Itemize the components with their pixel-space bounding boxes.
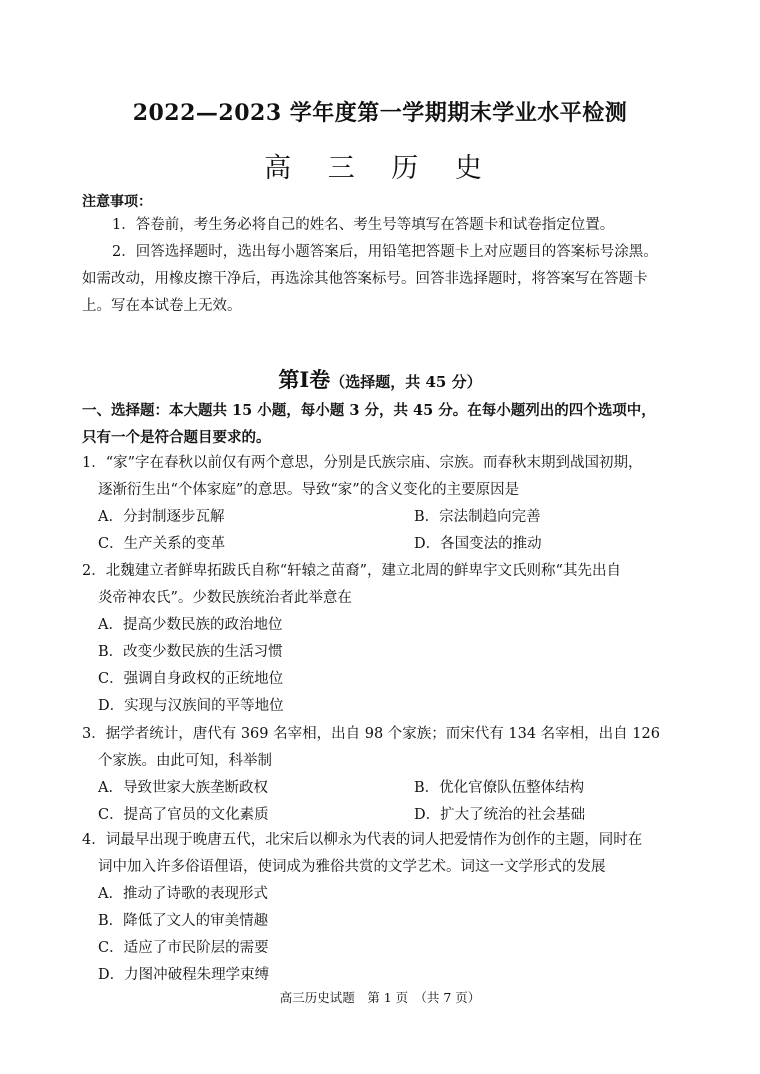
question-2-option-a: A．提高少数民族的政治地位	[98, 617, 283, 633]
section-heading-line-2: 只有一个是符合题目要求的。	[82, 429, 271, 446]
part-title: 第Ⅰ卷	[278, 367, 331, 392]
question-1-option-d: D．各国变法的推动	[414, 536, 542, 552]
section-heading	[82, 397, 682, 451]
question-4-option-d: D．力图冲破程朱理学束缚	[98, 967, 270, 983]
question-4-stem-line-2: 词中加入许多俗语俚语，使词成为雅俗共赏的文学艺术。词这一文学形式的发展	[98, 859, 606, 875]
note-item-2-line-2: 如需改动，用橡皮擦干净后，再选涂其他答案标号。回答非选择题时，将答案写在答题卡	[82, 271, 648, 287]
part-heading	[0, 364, 760, 394]
question-1-option-b: B．宗法制趋向完善	[414, 509, 541, 525]
note-item-2-line-1: 2．回答选择题时，选出每小题答案后，用铅笔把答题卡上对应题目的答案标号涂黑。	[112, 244, 658, 260]
question-3-stem-line-1: 3．据学者统计，唐代有 369 名宰相，出自 98 个家族；而宋代有 134 名宰相，出自 126	[82, 726, 660, 742]
question-3-option-b: B．优化官僚队伍整体结构	[414, 780, 585, 796]
question-4-option-b: B．降低了文人的审美情趣	[98, 913, 269, 929]
question-3-stem-line-2: 个家族。由此可知，科举制	[98, 753, 272, 769]
exam-subject: 高 三 历 史	[264, 153, 496, 184]
page-footer: 高三历史试题 第 1 页 （共 7 页）	[279, 990, 481, 1005]
question-4-stem-line-1: 4．词最早出现于晚唐五代，北宋后以柳永为代表的词人把爱情作为创作的主题，同时在	[82, 832, 643, 848]
question-1-stem-line-2: 逐渐衍生出“个体家庭”的意思。导致“家”的含义变化的主要原因是	[98, 482, 520, 498]
question-2-option-c: C．强调自身政权的正统地位	[98, 671, 284, 687]
note-item-2-line-3: 上。写在本试卷上无效。	[82, 298, 242, 314]
note-item-1: 1．答卷前，考生务必将自己的姓名、考生号等填写在答题卡和试卷指定位置。	[112, 217, 615, 233]
question-3-option-c: C．提高了官员的文化素质	[98, 807, 269, 823]
question-1-stem-line-1: 1．“家”字在春秋以前仅有两个意思，分别是氏族宗庙、宗族。而春秋末期到战国初期，	[82, 455, 643, 471]
question-2-option-d: D．实现与汉族间的平等地位	[98, 698, 284, 714]
section-heading-line-1: 一、选择题：本大题共 15 小题，每小题 3 分，共 45 分。在每小题列出的四个选项中，	[82, 402, 656, 419]
question-1-option-c: C．生产关系的变革	[98, 536, 226, 552]
question-2-stem-line-1: 2．北魏建立者鲜卑拓跋氏自称“轩辕之苗裔”，建立北周的鲜卑宇文氏则称“其先出自	[82, 563, 621, 579]
question-3-option-d: D．扩大了统治的社会基础	[414, 807, 586, 823]
question-3-option-a: A．导致世家大族垄断政权	[98, 780, 268, 796]
exam-title: 2022—2023 学年度第一学期期末学业水平检测	[132, 100, 628, 126]
question-1-option-a: A．分封制逐步瓦解	[98, 509, 225, 525]
question-2-stem-line-2: 炎帝神农氏”。少数民族统治者此举意在	[98, 590, 352, 606]
question-2-option-b: B．改变少数民族的生活习惯	[98, 644, 283, 660]
question-4-option-c: C．适应了市民阶层的需要	[98, 940, 269, 956]
notes-heading: 注意事项：	[82, 194, 152, 210]
question-4-option-a: A．推动了诗歌的表现形式	[98, 886, 268, 902]
part-subtitle: （选择题，共 45 分）	[330, 373, 482, 391]
